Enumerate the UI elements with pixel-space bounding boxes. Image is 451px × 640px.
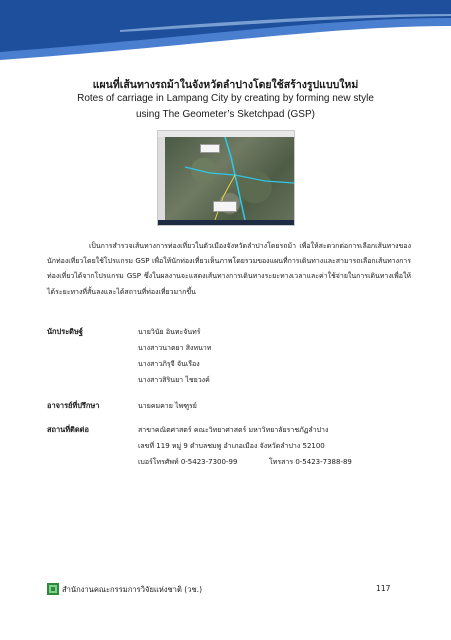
header-swoosh-decoration: [0, 0, 451, 70]
inventor-name: นายวินัย อินทะจันทร์: [138, 328, 201, 336]
title-english-line2: using The Geometer’s Sketchpad (GSP): [136, 109, 315, 120]
advisor-label: อาจารย์ที่ปรึกษา: [47, 401, 100, 410]
contact-phone: เบอร์โทรศัพท์ 0-5423-7300-99: [138, 458, 238, 466]
inventors-label: นักประดิษฐ์: [47, 327, 83, 336]
inventor-name: นางสาวสิรินยา ไชยวงค์: [138, 376, 210, 384]
map-info-popup: [200, 144, 220, 153]
screenshot-tool-panel: [158, 137, 165, 220]
contact-fax: โทรสาร 0-5423-7388-89: [269, 458, 352, 466]
contact-label: สถานที่ติดต่อ: [47, 425, 89, 434]
contact-address-line2: เลขที่ 119 หมู่ 9 ตำบลชมพู อำเภอเมือง จังหวัดลำปาง 52100: [138, 442, 325, 450]
advisor-name: นายคมคาย ไพฑูรย์: [138, 402, 197, 410]
contact-address-line1: สาขาคณิตศาสตร์ คณะวิทยาศาสตร์ มหาวิทยาลัยราชภัฏลำปาง: [138, 426, 329, 434]
map-info-popup: [213, 201, 237, 212]
abstract-text: เป็นการสำรวจเส้นทางการท่องเที่ยวในตัวเมืองจังหวัดลำปางโดยรถม้า เพื่อให้สะดวกต่อการเลือกเส้นทางของนักท่องเที่ยวโดยใช้โปรแกรม GSP เพื่อให้นักท่องเที่ยวเห็นภาพโดยรวมของแผนที่การเดินทางและสามารถเลือกเส้นทางการท่องเที่ยวได้จากโปรแกรม GSP ซึ่งในผลงานจะแสดงเส้นทางการเดินทางระยะทางเวลาและค่าใช้จ่ายในการเดินทางเพื่อให้ได้ระยะทางที่สั้นลงและได้สถานที่ท่องเที่ยวมากขึ้น: [47, 242, 411, 296]
footer-organization: สำนักงานคณะกรรมการวิจัยแห่งชาติ (วช.): [62, 585, 203, 594]
nrct-logo-icon: [47, 583, 59, 595]
abstract-paragraph: [47, 239, 411, 300]
gsp-map-screenshot: [158, 131, 294, 225]
title-thai: แผนที่เส้นทางรถม้าในจังหวัดลำปางโดยใช้สร้างรูปแบบใหม่: [92, 79, 359, 91]
screenshot-taskbar: [158, 220, 294, 225]
inventor-name: นางสาวภิรุจี จันเรือง: [138, 360, 200, 368]
page-number: 117: [376, 584, 391, 593]
title-english-line1: Rotes of carriage in Lampang City by creating by forming new style: [77, 93, 374, 104]
inventor-name: นางสาวนาตยา สิงหนาท: [138, 344, 212, 352]
